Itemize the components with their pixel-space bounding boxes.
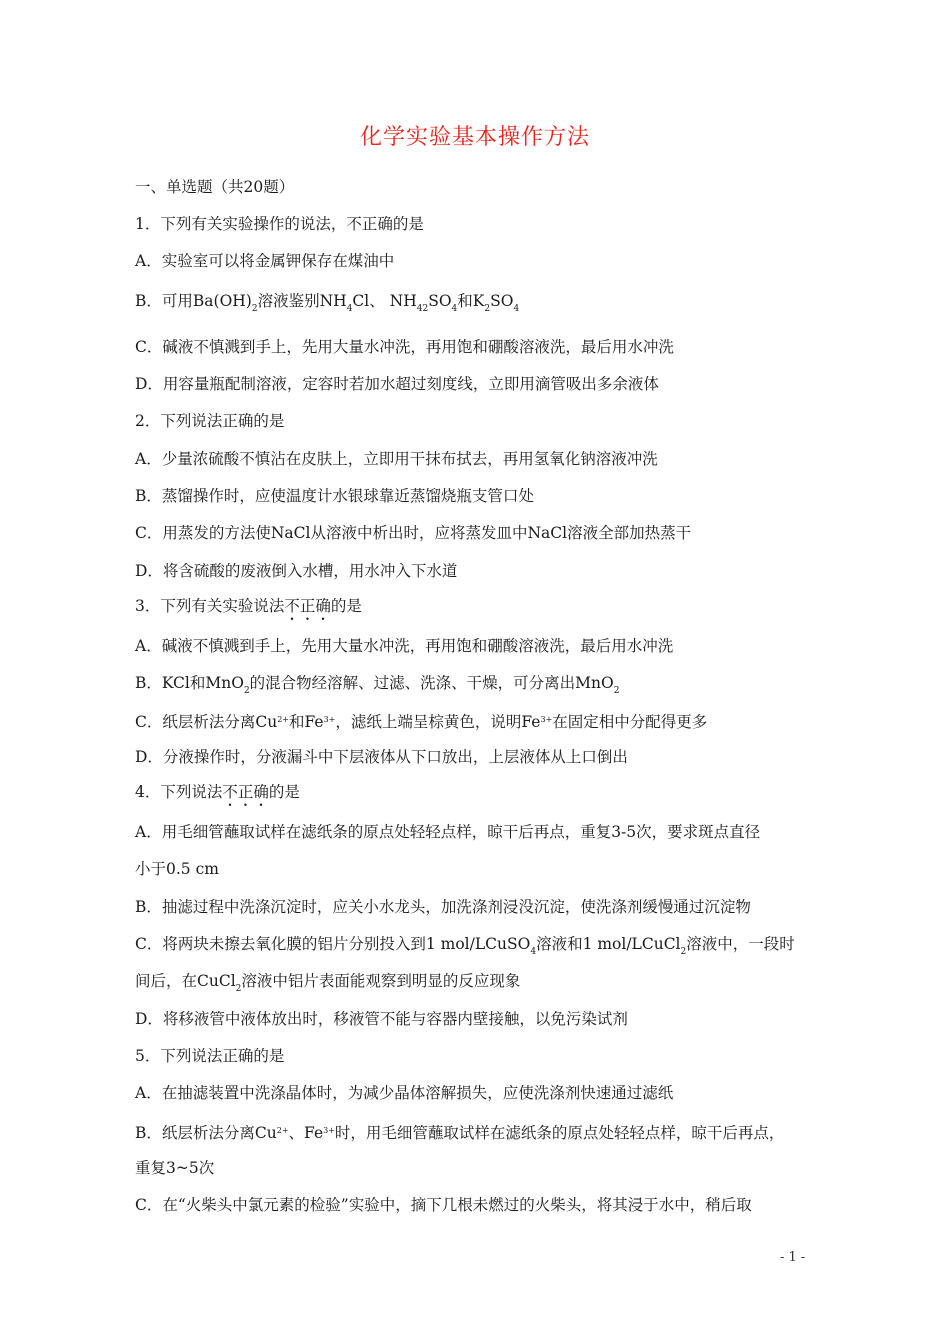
question-4-stem: 4．下列说法不正确的是 xyxy=(135,783,300,801)
question-4-option-d: D．将移液管中液体放出时，移液管不能与容器内壁接触，以免污染试剂 xyxy=(135,1010,628,1028)
question-2-option-c: C．用蒸发的方法使NaCl从溶液中析出时，应将蒸发皿中NaCl溶液全部加热蒸干 xyxy=(135,524,692,542)
question-2-option-d: D．将含硫酸的废液倒入水槽，用水冲入下水道 xyxy=(135,562,458,580)
question-4-option-c-line1: C．将两块未擦去氧化膜的铝片分别投入到1 mol/LCuSO$_4$溶液和1 mol/LCuCl$_2$溶液中，一段时 xyxy=(135,935,795,957)
question-1-option-d: D．用容量瓶配制溶液，定容时若加水超过刻度线，立即用滴管吸出多余液体 xyxy=(135,375,659,393)
question-4-option-c-line2: 间后，在CuCl$_2$溶液中铝片表面能观察到明显的反应现象 xyxy=(135,972,521,994)
question-1-option-c: C．碱液不慎溅到手上，先用大量水冲洗，再用饱和硼酸溶液洗，最后用水冲洗 xyxy=(135,338,674,356)
question-2-option-a: A．少量浓硫酸不慎沾在皮肤上，立即用干抹布拭去，再用氢氧化钠溶液冲洗 xyxy=(135,450,658,468)
question-2-option-b: B．蒸馏操作时，应使温度计水银球靠近蒸馏烧瓶支管口处 xyxy=(135,487,534,505)
question-3-stem: 3．下列有关实验说法不正确的是 xyxy=(135,597,362,615)
page-number: - 1 - xyxy=(780,1250,806,1265)
question-5-option-c: C．在“火柴头中氯元素的检验”实验中，摘下几根未燃过的火柴头，将其浸于水中，稍后取 xyxy=(135,1196,752,1214)
question-5-option-b-line1: B．纸层析法分离$Cu^{2+}$、$Fe^{3+}$时，用毛细管蘸取试样在滤纸条的原点处轻轻点样，晾干后再点， xyxy=(135,1124,785,1142)
question-4-option-a-line2: 小于0.5 cm xyxy=(135,860,219,878)
question-3-option-c: C．纸层析法分离$Cu^{2+}$和$Fe^{3+}$，滤纸上端呈棕黄色，说明$Fe^{3+}$在固定相中分配得更多 xyxy=(135,713,708,731)
question-3-option-d: D．分液操作时，分液漏斗中下层液体从下口放出，上层液体从上口倒出 xyxy=(135,748,628,766)
question-4-option-a-line1: A．用毛细管蘸取试样在滤纸条的原点处轻轻点样，晾干后再点，重复3-5次，要求斑点直径 xyxy=(135,823,761,841)
question-3-option-b: B．KCl和MnO$_2$的混合物经溶解、过滤、洗涤、干燥，可分离出MnO$_2$ xyxy=(135,674,620,696)
question-5-stem: 5．下列说法正确的是 xyxy=(135,1047,285,1065)
question-1-option-b: B．可用$Ba(OH)_2$溶液鉴别$NH_4Cl$、 $NH_{42}SO_4$和$K_2SO_4$ xyxy=(135,292,520,314)
section-heading: 一、单选题（共20题） xyxy=(135,178,295,196)
question-1-stem: 1．下列有关实验操作的说法，不正确的是 xyxy=(135,215,424,233)
question-5-option-a: A．在抽滤装置中洗涤晶体时，为减少晶体溶解损失，应使洗涤剂快速通过滤纸 xyxy=(135,1084,674,1102)
question-3-option-a: A．碱液不慎溅到手上，先用大量水冲洗，再用饱和硼酸溶液洗，最后用水冲洗 xyxy=(135,637,674,655)
question-2-stem: 2．下列说法正确的是 xyxy=(135,412,285,430)
question-1-option-a: A．实验室可以将金属钾保存在煤油中 xyxy=(135,252,395,270)
page-title: 化学实验基本操作方法 xyxy=(359,125,590,150)
question-4-option-b: B．抽滤过程中洗涤沉淀时，应关小水龙头，加洗涤剂浸没沉淀，使洗涤剂缓慢通过沉淀物 xyxy=(135,898,751,916)
question-5-option-b-line2: 重复3~5次 xyxy=(135,1159,215,1177)
